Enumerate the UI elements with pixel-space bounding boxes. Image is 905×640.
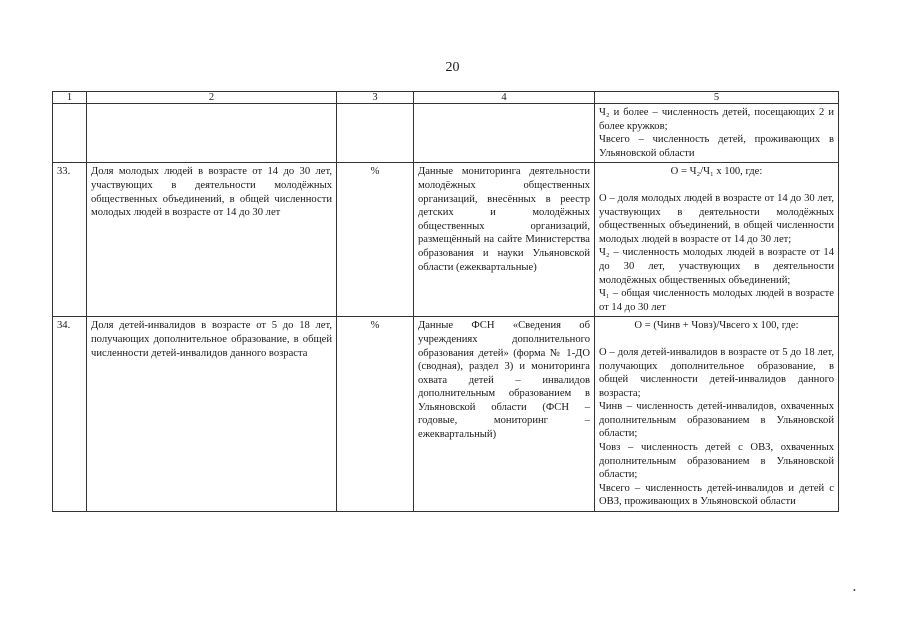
table-row xyxy=(53,163,839,317)
definition-text: О – доля молодых людей в возрасте от 14 до 30 лет, участвующих в деятельности молодёжных общественных объединений, в общей численности молодых людей в возрасте от 14 до 30 лет; xyxy=(599,192,834,245)
row-number: 34. xyxy=(53,317,87,512)
calculation-method xyxy=(595,317,839,512)
formula: О = Ч₂/Ч₁ х 100, где: xyxy=(670,166,763,178)
continuation-row xyxy=(53,104,839,163)
column-header: 4 xyxy=(414,92,595,104)
formula: О = (Чинв + Човз)/Чвсего х 100, где: xyxy=(634,320,799,332)
indicators-table xyxy=(52,91,839,512)
definition-text: Чвсего – численность детей-инвалидов и детей с ОВЗ, проживающих в Ульяновской области xyxy=(599,482,834,508)
column-number-row xyxy=(53,92,839,104)
continuation-cell xyxy=(595,104,839,163)
unit-of-measure: % xyxy=(337,317,414,512)
definition-text: Ч₁ – общая численность молодых людей в возрасте от 14 до 30 лет xyxy=(599,288,834,313)
data-source: Данные ФСН «Сведения об учреждениях дополнительного образования детей» (форма № 1-ДО (сводная), раздел 3) и мониторинга охвата детей – инвалидов дополнительным образованием в Ульяновской области (ФСН – годовые, мониторинг – ежеквартальный) xyxy=(414,317,595,512)
column-header: 1 xyxy=(53,92,87,104)
indicator-name: Доля детей-инвалидов в возрасте от 5 до 18 лет, получающих дополнительное образование, в общей численности детей-инвалидов данного возраста xyxy=(87,317,337,512)
column-header: 2 xyxy=(87,92,337,104)
row-number: 33. xyxy=(53,163,87,317)
definition-text: Чинв – численность детей-инвалидов, охваченных дополнительным образованием в Ульяновской области; xyxy=(599,401,834,440)
page-number: 20 xyxy=(445,60,460,75)
scan-speck: • xyxy=(853,586,856,595)
calculation-method xyxy=(595,163,839,317)
definition-text: Чвсего – численность детей, проживающих в Ульяновской области xyxy=(599,134,834,159)
definition-text: Ч₂ и более – численность детей, посещающих 2 и более кружков; xyxy=(599,107,834,132)
definition-text: О – доля детей-инвалидов в возрасте от 5 до 18 лет, получающих дополнительное образование, в общей численности детей-инвалидов данного возраста; xyxy=(599,346,834,399)
unit-of-measure: % xyxy=(337,163,414,317)
definition-text: Ч₂ – численность молодых людей в возрасте от 14 до 30 лет, участвующих в деятельности молодёжных общественных объединений; xyxy=(599,247,834,286)
indicator-name: Доля молодых людей в возрасте от 14 до 30 лет, участвующих в деятельности молодёжных общественных объединений, в общей численности молодых людей в возрасте от 14 до 30 лет xyxy=(87,163,337,317)
column-header: 3 xyxy=(337,92,414,104)
data-source: Данные мониторинга деятельности молодёжных общественных организаций, внесённых в реестр детских и молодёжных общественных организаций, размещённый на сайте Министерства образования и науки Ульяновской области (ежеквартальные) xyxy=(414,163,595,317)
column-header: 5 xyxy=(595,92,839,104)
definition-text: Човз – численность детей с ОВЗ, охваченных дополнительным образованием в Ульяновской области; xyxy=(599,442,834,481)
table-row xyxy=(53,317,839,512)
